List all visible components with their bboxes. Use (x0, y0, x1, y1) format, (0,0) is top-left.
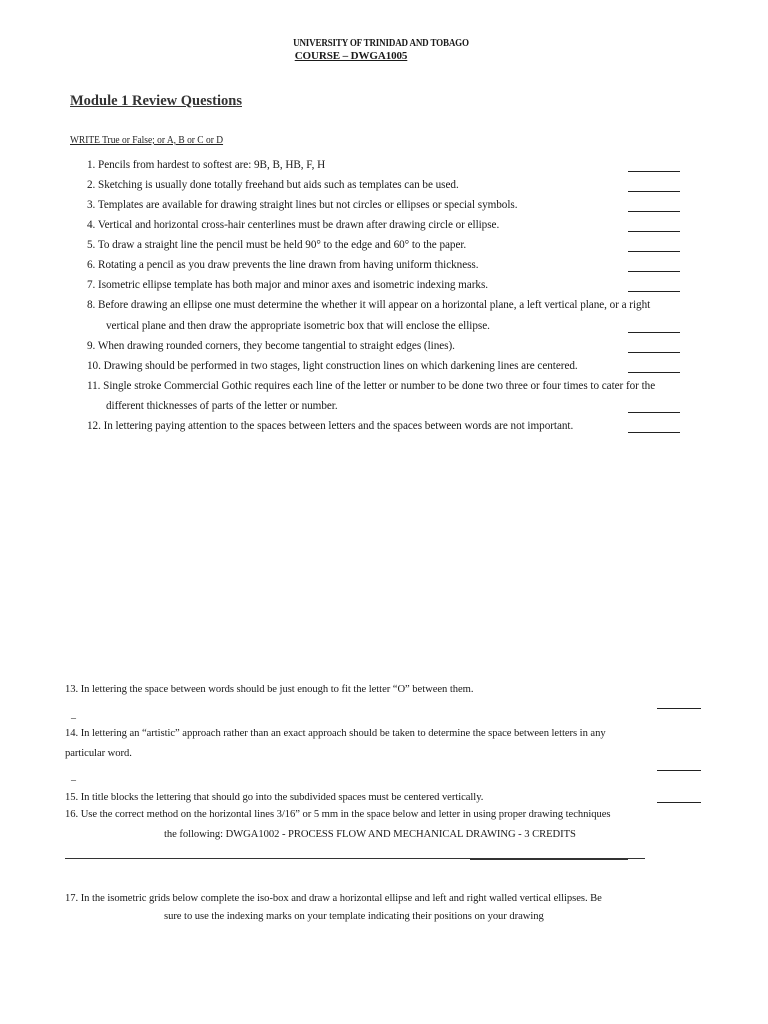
answer-blank-5[interactable] (628, 251, 680, 252)
question-10: 10. Drawing should be performed in two stages, light construction lines on which darkening lines are centered. (87, 360, 578, 372)
answer-blank-15[interactable] (657, 802, 701, 803)
question-11: 11. Single stroke Commercial Gothic requires each line of the letter or number to be done two three or four times to cater for the (87, 380, 656, 392)
question-7: 7. Isometric ellipse template has both major and minor axes and isometric indexing marks. (87, 279, 488, 291)
university-name: UNIVERSITY OF TRINIDAD AND TOBAGO (293, 38, 469, 49)
question-15: 15. In title blocks the lettering that should go into the subdivided spaces must be centered vertically. (65, 792, 484, 803)
answer-blank-4[interactable] (628, 231, 680, 232)
question-13: 13. In lettering the space between words should be just enough to fit the letter “O” between them. (65, 684, 474, 695)
answer-blank-3[interactable] (628, 211, 680, 212)
question-2: 2. Sketching is usually done totally freehand but aids such as templates can be used. (87, 179, 459, 191)
question-8-continued: vertical plane and then draw the appropriate isometric box that will enclose the ellipse. (106, 320, 490, 332)
answer-blank-11[interactable] (628, 412, 680, 413)
answer-blank-2[interactable] (628, 191, 680, 192)
answer-blank-1[interactable] (628, 171, 680, 172)
question-16-continued: the following: DWGA1002 - PROCESS FLOW AND MECHANICAL DRAWING - 3 CREDITS (164, 829, 576, 840)
answer-blank-8[interactable] (628, 332, 680, 333)
question-17-continued: sure to use the indexing marks on your template indicating their positions on your drawing (164, 911, 544, 922)
answer-blank-13[interactable] (657, 708, 701, 709)
question-3: 3. Templates are available for drawing straight lines but not circles or ellipses or special symbols. (87, 199, 518, 211)
answer-blank-6[interactable] (628, 271, 680, 272)
dash-13: – (71, 713, 76, 724)
answer-blank-9[interactable] (628, 352, 680, 353)
question-4: 4. Vertical and horizontal cross-hair centerlines must be drawn after drawing circle or ellipse. (87, 219, 500, 231)
question-5: 5. To draw a straight line the pencil must be held 90° to the edge and 60° to the paper. (87, 239, 467, 251)
question-14: 14. In lettering an “artistic” approach rather than an exact approach should be taken to determine the space between letters in any (65, 728, 606, 739)
course-code: COURSE – DWGA1005 (294, 50, 408, 62)
question-16: 16. Use the correct method on the horizontal lines 3/16” or 5 mm in the space below and letter in using proper drawing techniques (65, 809, 611, 820)
instruction: WRITE True or False; or A, B or C or D (70, 135, 224, 146)
question-11-continued: different thicknesses of parts of the letter or number. (106, 400, 338, 412)
answer-blank-7[interactable] (628, 291, 680, 292)
answer-blank-12[interactable] (628, 432, 680, 433)
lettering-line-emphasis (470, 859, 628, 860)
question-12: 12. In lettering paying attention to the spaces between letters and the spaces between words are not important. (87, 420, 574, 432)
question-1: 1. Pencils from hardest to softest are: 9B, B, HB, F, H (87, 159, 326, 171)
question-14-continued: particular word. (65, 748, 132, 759)
answer-blank-14[interactable] (657, 770, 701, 771)
question-9: 9. When drawing rounded corners, they become tangential to straight edges (lines). (87, 340, 455, 352)
dash-14: – (71, 775, 76, 786)
question-6: 6. Rotating a pencil as you draw prevents the line drawn from having uniform thickness. (87, 259, 479, 271)
question-8: 8. Before drawing an ellipse one must determine the whether it will appear on a horizontal plane, a left vertical plane, or a right (87, 299, 651, 311)
question-17: 17. In the isometric grids below complete the iso-box and draw a horizontal ellipse and left and right walled vertical ellipses. Be (65, 893, 602, 904)
module-title: Module 1 Review Questions (70, 93, 242, 109)
answer-blank-10[interactable] (628, 372, 680, 373)
